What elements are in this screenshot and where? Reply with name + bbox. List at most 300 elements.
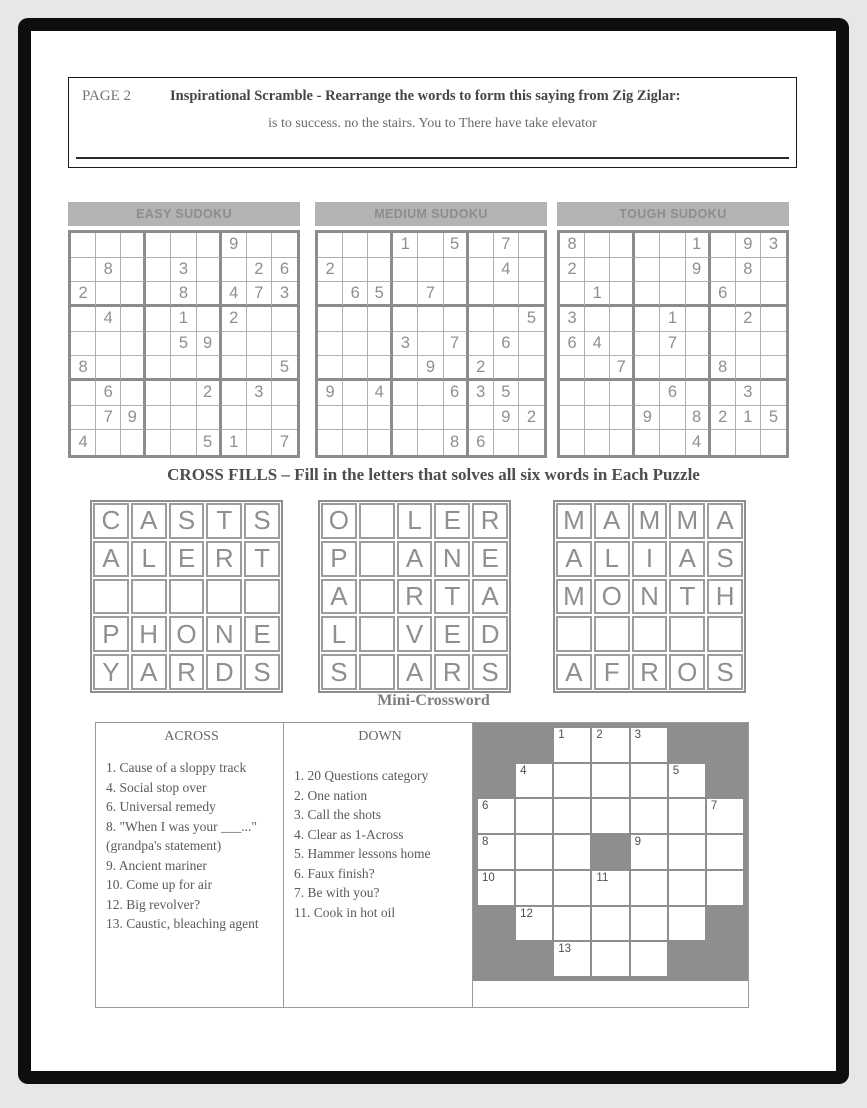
sudoku-cell bbox=[585, 430, 610, 455]
sudoku-cell bbox=[761, 381, 786, 406]
sudoku-cell bbox=[222, 258, 247, 283]
sudoku-cell: 8 bbox=[736, 258, 761, 283]
sudoku-cell: 4 bbox=[686, 430, 711, 455]
crossword-cell bbox=[630, 870, 668, 906]
easy-sudoku-panel bbox=[68, 202, 300, 458]
sudoku-cell bbox=[736, 332, 761, 357]
crossfill-cell: S bbox=[169, 503, 205, 539]
crossfill-cell bbox=[556, 616, 592, 652]
sudoku-cell: 9 bbox=[222, 233, 247, 258]
crossfill-cell: R bbox=[632, 654, 668, 690]
easy-sudoku-grid bbox=[68, 230, 300, 458]
sudoku-cell bbox=[444, 258, 469, 283]
crossword-cell bbox=[553, 763, 591, 799]
sudoku-cell: 8 bbox=[711, 356, 736, 381]
sudoku-cell bbox=[585, 406, 610, 431]
sudoku-cell bbox=[393, 356, 418, 381]
crossword-cell bbox=[477, 798, 515, 834]
sudoku-cell bbox=[343, 356, 368, 381]
sudoku-cell bbox=[519, 282, 544, 307]
sudoku-cell bbox=[272, 381, 297, 406]
sudoku-cell bbox=[585, 233, 610, 258]
sudoku-cell bbox=[494, 356, 519, 381]
sudoku-cell bbox=[197, 356, 222, 381]
sudoku-cell bbox=[197, 307, 222, 332]
mini-crossword-title: Mini-Crossword bbox=[377, 692, 490, 709]
sudoku-cell bbox=[96, 430, 121, 455]
sudoku-cell bbox=[686, 332, 711, 357]
crossword-cell bbox=[515, 763, 553, 799]
crossword-block bbox=[477, 941, 515, 977]
sudoku-cell: 9 bbox=[736, 233, 761, 258]
sudoku-cell bbox=[761, 356, 786, 381]
sudoku-cell bbox=[272, 307, 297, 332]
sudoku-cell bbox=[96, 356, 121, 381]
sudoku-cell bbox=[585, 258, 610, 283]
sudoku-cell bbox=[197, 282, 222, 307]
sudoku-cell bbox=[686, 356, 711, 381]
sudoku-cell bbox=[197, 233, 222, 258]
sudoku-cell bbox=[660, 356, 685, 381]
sudoku-cell bbox=[761, 307, 786, 332]
crossfill-cell: S bbox=[244, 503, 280, 539]
sudoku-cell bbox=[318, 233, 343, 258]
crossword-cell bbox=[553, 727, 591, 763]
sudoku-cell bbox=[146, 356, 171, 381]
sudoku-cell: 8 bbox=[686, 406, 711, 431]
sudoku-cell: 3 bbox=[736, 381, 761, 406]
sudoku-cell bbox=[368, 233, 393, 258]
sudoku-cell bbox=[318, 356, 343, 381]
sudoku-cell bbox=[494, 430, 519, 455]
sudoku-cell bbox=[635, 381, 660, 406]
crossfill-cell: E bbox=[434, 616, 470, 652]
sudoku-cell: 8 bbox=[171, 282, 196, 307]
sudoku-cell bbox=[247, 430, 272, 455]
crossword-block bbox=[477, 763, 515, 799]
sudoku-cell bbox=[585, 381, 610, 406]
crossfill-cell: S bbox=[707, 541, 743, 577]
sudoku-cell bbox=[686, 307, 711, 332]
across-clue: 13. Caustic, bleaching agent bbox=[106, 916, 259, 931]
sudoku-cell: 6 bbox=[660, 381, 685, 406]
sudoku-cell bbox=[519, 332, 544, 357]
sudoku-cell bbox=[494, 307, 519, 332]
sudoku-cell: 2 bbox=[318, 258, 343, 283]
crossword-block bbox=[668, 941, 706, 977]
sudoku-cell bbox=[610, 307, 635, 332]
crossfill-cell: T bbox=[669, 579, 705, 615]
sudoku-cell bbox=[469, 258, 494, 283]
medium-sudoku-panel bbox=[315, 202, 547, 458]
sudoku-cell bbox=[418, 430, 443, 455]
sudoku-cell bbox=[393, 307, 418, 332]
crossfill-cell: A bbox=[131, 654, 167, 690]
sudoku-cell bbox=[343, 233, 368, 258]
crossword-cell bbox=[630, 727, 668, 763]
sudoku-cell bbox=[222, 381, 247, 406]
sudoku-cell bbox=[418, 332, 443, 357]
crossword-block bbox=[706, 763, 744, 799]
sudoku-cell bbox=[393, 282, 418, 307]
sudoku-cell bbox=[761, 430, 786, 455]
sudoku-cell bbox=[222, 406, 247, 431]
crossfill-cell: P bbox=[93, 616, 129, 652]
sudoku-cell: 3 bbox=[560, 307, 585, 332]
sudoku-cell: 9 bbox=[494, 406, 519, 431]
crossfill-cell: E bbox=[169, 541, 205, 577]
crossword-cell bbox=[553, 834, 591, 870]
crossfill-cell: A bbox=[321, 579, 357, 615]
sudoku-cell bbox=[71, 381, 96, 406]
across-clue: 4. Social stop over bbox=[106, 779, 207, 795]
sudoku-cell bbox=[635, 356, 660, 381]
sudoku-cell bbox=[393, 406, 418, 431]
sudoku-cell bbox=[171, 233, 196, 258]
sudoku-cell: 4 bbox=[494, 258, 519, 283]
crossword-column bbox=[473, 723, 748, 1007]
sudoku-cell bbox=[368, 406, 393, 431]
sudoku-cell bbox=[469, 233, 494, 258]
crossfill-cell: A bbox=[397, 654, 433, 690]
sudoku-cell bbox=[610, 381, 635, 406]
sudoku-cell bbox=[71, 233, 96, 258]
crossword-block bbox=[706, 727, 744, 763]
crossfill-cell: O bbox=[169, 616, 205, 652]
sudoku-cell bbox=[469, 282, 494, 307]
answer-line bbox=[76, 157, 789, 159]
sudoku-cell: 1 bbox=[222, 430, 247, 455]
crossword-cell-number: 13 bbox=[558, 943, 572, 956]
sudoku-cell bbox=[171, 381, 196, 406]
across-clue-list bbox=[106, 758, 277, 934]
sudoku-cell bbox=[318, 282, 343, 307]
across-clue: 12. Big revolver? bbox=[106, 896, 201, 912]
sudoku-cell bbox=[761, 332, 786, 357]
sudoku-cell bbox=[610, 430, 635, 455]
sudoku-cell: 7 bbox=[279, 433, 290, 452]
crossfill-cell bbox=[359, 503, 395, 539]
sudoku-cell bbox=[247, 406, 272, 431]
crossword-cell-number: 6 bbox=[482, 800, 489, 813]
sudoku-cell bbox=[343, 332, 368, 357]
crossword-cell bbox=[668, 870, 706, 906]
crossfill-cell: T bbox=[434, 579, 470, 615]
down-clue: 3. Call the shots bbox=[294, 807, 381, 822]
sudoku-cell: 9 bbox=[121, 406, 146, 431]
crossfill-cell: I bbox=[632, 541, 668, 577]
sudoku-cell: 6 bbox=[494, 332, 519, 357]
crossfill-cell bbox=[594, 616, 630, 652]
crossfill-grid-1 bbox=[90, 500, 283, 693]
crossword-block bbox=[477, 727, 515, 763]
crossword-cell bbox=[591, 727, 629, 763]
sudoku-cell bbox=[660, 282, 685, 307]
sudoku-cell bbox=[444, 356, 469, 381]
down-clue: 7. Be with you? bbox=[294, 885, 380, 900]
sudoku-cell bbox=[197, 406, 222, 431]
sudoku-cell bbox=[560, 381, 585, 406]
sudoku-cell bbox=[146, 332, 171, 357]
crossword-cell-number: 8 bbox=[482, 836, 489, 849]
scramble-title: Inspirational Scramble - Rearrange the words to form this saying from Zig Ziglar: bbox=[170, 88, 681, 104]
sudoku-cell bbox=[343, 258, 368, 283]
sudoku-cell bbox=[222, 332, 247, 357]
sudoku-cell bbox=[610, 233, 635, 258]
sudoku-cell bbox=[121, 332, 146, 357]
crossfill-cell: D bbox=[206, 654, 242, 690]
page-number-label: PAGE 2 bbox=[82, 88, 132, 104]
crossword-cell bbox=[591, 906, 629, 942]
sudoku-cell: 6 bbox=[711, 282, 736, 307]
crossfill-cell bbox=[131, 579, 167, 615]
crossword-cell bbox=[553, 906, 591, 942]
sudoku-cell bbox=[711, 258, 736, 283]
sudoku-cell bbox=[711, 381, 736, 406]
sudoku-cell bbox=[635, 282, 660, 307]
sudoku-cell bbox=[519, 430, 544, 455]
sudoku-cell bbox=[146, 307, 171, 332]
crossfills-title: CROSS FILLS – Fill in the letters that solves all six words in Each Puzzle bbox=[167, 465, 700, 484]
sudoku-cell: 6 bbox=[96, 381, 121, 406]
crossfill-cell: R bbox=[397, 579, 433, 615]
sudoku-cell bbox=[418, 258, 443, 283]
page-frame bbox=[18, 18, 849, 1084]
sudoku-cell bbox=[121, 356, 146, 381]
sudoku-cell bbox=[736, 356, 761, 381]
sudoku-cell bbox=[272, 332, 297, 357]
sudoku-cell bbox=[146, 430, 171, 455]
sudoku-cell bbox=[146, 282, 171, 307]
crossfill-cell: A bbox=[669, 541, 705, 577]
across-clue: 6. Universal remedy bbox=[106, 799, 216, 814]
sudoku-cell bbox=[444, 282, 469, 307]
sudoku-cell: 8 bbox=[560, 233, 585, 258]
sudoku-cell: 7 bbox=[444, 332, 469, 357]
crossfill-cell: D bbox=[472, 616, 508, 652]
crossword-cell bbox=[553, 798, 591, 834]
crossword-cell bbox=[591, 763, 629, 799]
crossfill-cell: M bbox=[556, 503, 592, 539]
across-clues-column bbox=[96, 723, 284, 1007]
sudoku-cell: 7 bbox=[247, 282, 272, 307]
crossfill-cell: T bbox=[244, 541, 280, 577]
crossword-cell bbox=[553, 870, 591, 906]
crossword-cell bbox=[630, 941, 668, 977]
sudoku-cell bbox=[610, 282, 635, 307]
crossfill-cell: H bbox=[707, 579, 743, 615]
sudoku-cell bbox=[494, 282, 519, 307]
sudoku-cell bbox=[519, 356, 544, 381]
sudoku-cell: 7 bbox=[96, 406, 121, 431]
sudoku-cell: 5 bbox=[494, 381, 519, 406]
sudoku-cell: 2 bbox=[469, 356, 494, 381]
crossfill-cell: P bbox=[321, 541, 357, 577]
sudoku-cell: 1 bbox=[660, 307, 685, 332]
crossfill-cell: R bbox=[206, 541, 242, 577]
crossfill-cell: O bbox=[321, 503, 357, 539]
crossfill-cell: L bbox=[131, 541, 167, 577]
crossfill-cell bbox=[669, 616, 705, 652]
sudoku-cell: 2 bbox=[560, 258, 585, 283]
crossword-cell bbox=[706, 870, 744, 906]
sudoku-cell bbox=[171, 356, 196, 381]
crossword-cell bbox=[668, 906, 706, 942]
sudoku-cell bbox=[444, 406, 469, 431]
sudoku-cell bbox=[635, 233, 660, 258]
sudoku-cell: 9 bbox=[318, 381, 343, 406]
crossword-block bbox=[515, 941, 553, 977]
crossfill-cell: R bbox=[169, 654, 205, 690]
sudoku-cell bbox=[469, 332, 494, 357]
crossfill-cell: L bbox=[321, 616, 357, 652]
sudoku-cell bbox=[585, 307, 610, 332]
crossfill-grid-2 bbox=[318, 500, 511, 693]
sudoku-cell: 5 bbox=[368, 282, 393, 307]
sudoku-cell bbox=[247, 356, 272, 381]
sudoku-cell: 4 bbox=[368, 381, 393, 406]
crossfill-cell bbox=[359, 654, 395, 690]
sudoku-cell bbox=[711, 307, 736, 332]
sudoku-cell: 5 bbox=[761, 406, 786, 431]
crossfill-cell: V bbox=[397, 616, 433, 652]
down-clue: 6. Faux finish? bbox=[294, 865, 375, 881]
sudoku-cell: 7 bbox=[660, 332, 685, 357]
sudoku-cell bbox=[146, 233, 171, 258]
sudoku-cell bbox=[711, 332, 736, 357]
across-clue: 10. Come up for air bbox=[106, 877, 213, 892]
crossfill-cell: F bbox=[594, 654, 630, 690]
sudoku-cell bbox=[343, 430, 368, 455]
sudoku-cell bbox=[121, 307, 146, 332]
sudoku-cell bbox=[318, 307, 343, 332]
crossword-block bbox=[706, 941, 744, 977]
sudoku-cell: 5 bbox=[197, 430, 222, 455]
across-clue: 9. Ancient mariner bbox=[106, 857, 207, 873]
crossfill-cell: A bbox=[93, 541, 129, 577]
crossword-area bbox=[473, 723, 748, 981]
crossword-cell bbox=[515, 834, 553, 870]
crossfill-cell: A bbox=[556, 541, 592, 577]
sudoku-cell bbox=[393, 258, 418, 283]
down-clue: 1. 20 Questions category bbox=[294, 768, 429, 783]
tough-sudoku-title: TOUGH SUDOKU bbox=[557, 202, 789, 226]
crossfill-cell: N bbox=[434, 541, 470, 577]
sudoku-cell bbox=[660, 406, 685, 431]
sudoku-cell bbox=[635, 258, 660, 283]
sudoku-cell: 2 bbox=[711, 406, 736, 431]
crossfill-cell: L bbox=[397, 503, 433, 539]
sudoku-cell bbox=[318, 430, 343, 455]
crossfill-cell: E bbox=[434, 503, 470, 539]
crossword-cell-number: 11 bbox=[596, 871, 609, 884]
sudoku-cell bbox=[393, 381, 418, 406]
sudoku-cell bbox=[519, 233, 544, 258]
sudoku-cell bbox=[711, 430, 736, 455]
sudoku-cell bbox=[368, 307, 393, 332]
crossword-cell bbox=[630, 798, 668, 834]
sudoku-cell bbox=[610, 332, 635, 357]
sudoku-cell bbox=[660, 258, 685, 283]
sudoku-cell bbox=[146, 406, 171, 431]
scramble-header-box bbox=[68, 77, 797, 168]
sudoku-cell: 1 bbox=[686, 233, 711, 258]
sudoku-cell bbox=[272, 406, 297, 431]
sudoku-cell bbox=[121, 282, 146, 307]
sudoku-cell bbox=[222, 356, 247, 381]
crossword-block bbox=[477, 906, 515, 942]
sudoku-cell: 2 bbox=[222, 307, 247, 332]
across-clue: 1. Cause of a sloppy track bbox=[106, 760, 247, 775]
crossword-block bbox=[591, 834, 629, 870]
down-clue: 5. Hammer lessons home bbox=[294, 846, 431, 861]
crossfill-cell: C bbox=[93, 503, 129, 539]
down-clue: 4. Clear as 1-Across bbox=[294, 826, 404, 842]
sudoku-cell bbox=[343, 381, 368, 406]
crossword-cell bbox=[477, 834, 515, 870]
crossfill-cell bbox=[359, 616, 395, 652]
sudoku-cell bbox=[635, 332, 660, 357]
tough-sudoku-grid bbox=[557, 230, 789, 458]
crossfill-cell: R bbox=[472, 503, 508, 539]
sudoku-cell bbox=[343, 307, 368, 332]
down-clue: 11. Cook in hot oil bbox=[294, 904, 396, 920]
crossword-cell bbox=[477, 870, 515, 906]
sudoku-cell bbox=[96, 282, 121, 307]
crossword-cell bbox=[515, 906, 553, 942]
crossword-cell bbox=[706, 834, 744, 870]
crossfill-cell: N bbox=[206, 616, 242, 652]
crossword-cell-number: 12 bbox=[520, 907, 533, 920]
sudoku-cell bbox=[247, 332, 272, 357]
crossfill-cell bbox=[206, 579, 242, 615]
crossword-cell-number: 4 bbox=[520, 764, 527, 777]
crossword-cell bbox=[706, 798, 744, 834]
mini-crossword-box bbox=[95, 722, 749, 1008]
sudoku-cell: 6 bbox=[272, 258, 297, 283]
sudoku-cell bbox=[560, 356, 585, 381]
sudoku-cell bbox=[247, 233, 272, 258]
crossfill-cell: Y bbox=[93, 654, 129, 690]
crossfill-cell: A bbox=[397, 541, 433, 577]
tough-sudoku-panel bbox=[557, 202, 789, 458]
sudoku-cell bbox=[469, 307, 494, 332]
crossword-cell bbox=[630, 763, 668, 799]
easy-sudoku-title: EASY SUDOKU bbox=[68, 202, 300, 226]
crossfill-cell bbox=[244, 579, 280, 615]
sudoku-cell: 1 bbox=[393, 233, 418, 258]
sudoku-cell bbox=[686, 381, 711, 406]
sudoku-cell bbox=[96, 332, 121, 357]
sudoku-cell: 7 bbox=[610, 356, 635, 381]
sudoku-cell: 5 bbox=[171, 332, 196, 357]
sudoku-cell bbox=[121, 258, 146, 283]
sudoku-cell bbox=[71, 332, 96, 357]
down-header: DOWN bbox=[358, 729, 402, 744]
sudoku-cell: 7 bbox=[418, 282, 443, 307]
sudoku-cell: 3 bbox=[393, 332, 418, 357]
crossword-block bbox=[668, 727, 706, 763]
sudoku-cell: 9 bbox=[635, 406, 660, 431]
crossfill-cell: A bbox=[707, 503, 743, 539]
sudoku-cell bbox=[444, 307, 469, 332]
sudoku-cell: 6 bbox=[444, 381, 469, 406]
crossfill-cell: S bbox=[244, 654, 280, 690]
crossword-cell-number: 3 bbox=[634, 729, 641, 741]
crossword-block bbox=[706, 906, 744, 942]
sudoku-cell bbox=[343, 406, 368, 431]
sudoku-cell bbox=[318, 406, 343, 431]
